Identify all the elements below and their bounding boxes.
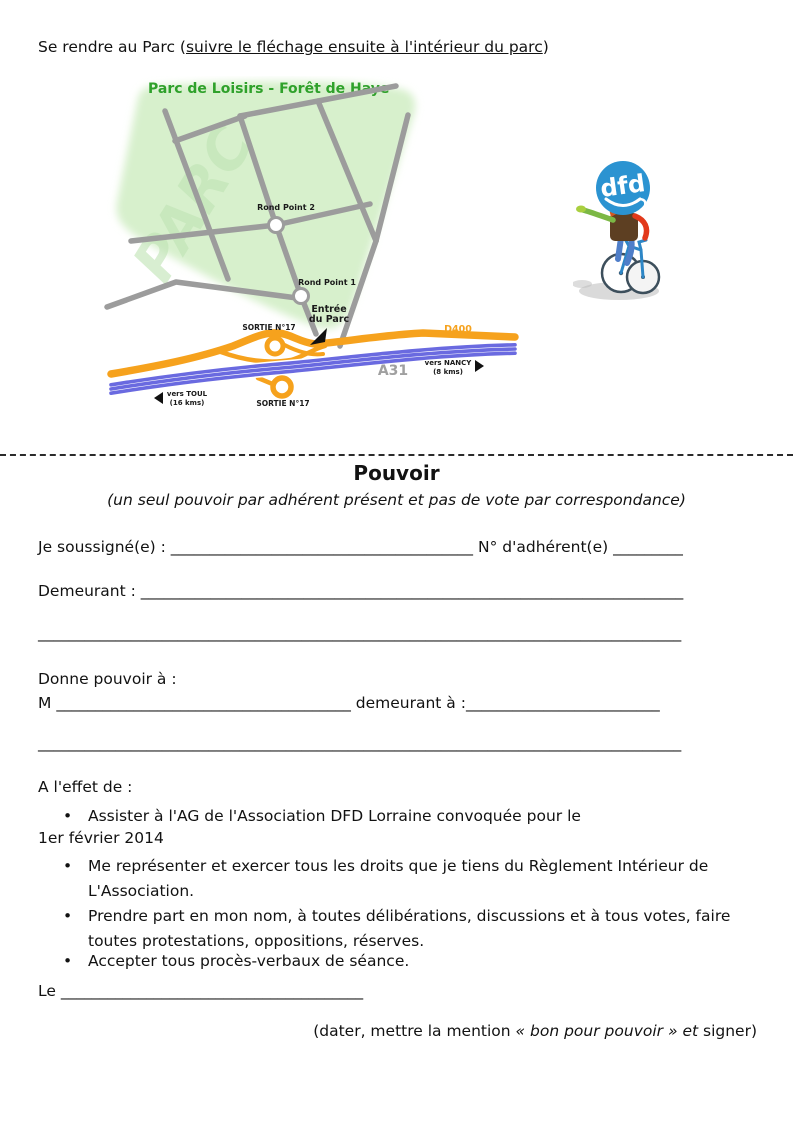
dashed-divider: [0, 454, 793, 456]
bullet-text: Assister à l'AG de l'Association DFD Lorraine convoquée pour le: [88, 807, 581, 825]
le-blank-line: _______________________________________: [60, 982, 364, 1000]
demeurant-label: Demeurant :: [38, 582, 136, 600]
le-label: Le: [38, 982, 56, 1000]
mandataire-row: [38, 694, 660, 712]
intro-prefix: Se rendre au Parc (: [38, 38, 186, 56]
date-line: 1er février 2014: [38, 829, 164, 847]
adherent-blank-line: _________: [613, 538, 683, 556]
access-map-graphic: [103, 76, 523, 426]
park-watermark: PARC: [119, 113, 267, 294]
bullet-item-3: [63, 904, 778, 954]
bullet-icon: •: [63, 857, 73, 875]
vers-nancy-label-line1: vers NANCY: [424, 359, 472, 367]
access-map: [103, 76, 523, 426]
bullet-text: Me représenter et exercer tous les droits que je tiens du Règlement Intérieur de L'Association.: [88, 857, 709, 900]
m-blank-line: ______________________________________: [56, 694, 351, 712]
demeurant-row: [38, 582, 683, 600]
continuation-blank-line-2: ___________________________________________________________________________________: [38, 734, 682, 752]
continuation-blank-line: ___________________________________________________________________________________: [38, 624, 682, 642]
soussigne-blank-line: _______________________________________: [170, 538, 474, 556]
bullet-icon: •: [63, 807, 73, 825]
rond-point-2-label: Rond Point 2: [257, 203, 315, 212]
demeurant-a-blank-line: _________________________: [465, 694, 660, 712]
intro-line: [38, 38, 549, 56]
vers-toul-label-line1: vers TOUL: [166, 390, 208, 398]
map-title: Parc de Loisirs - Forêt de Haye: [148, 81, 390, 97]
bullet-text: Prendre part en mon nom, à toutes délibérations, discussions et à tous votes, faire toutes protestations, oppositions, réserves.: [88, 907, 731, 950]
dfd-cyclist-graphic: [573, 158, 668, 308]
sortie-17-label-top: SORTIE N°17: [242, 323, 296, 332]
pouvoir-title: Pouvoir: [353, 461, 440, 485]
entree-du-parc-label-line2: du Parc: [308, 314, 350, 325]
a31-label: A31: [377, 363, 409, 379]
rond-point-1-circle: [294, 289, 309, 304]
arrow-right-nancy-icon: [475, 360, 484, 372]
bullet-item-4: [63, 949, 778, 974]
mention-prefix: (dater, mettre la mention: [313, 1022, 516, 1040]
rond-point-2-circle: [269, 218, 284, 233]
sortie-17-label-bottom: SORTIE N°17: [256, 399, 310, 408]
bullet-text: Accepter tous procès-verbaux de séance.: [88, 952, 410, 970]
cyclist-arm-left: [583, 210, 613, 220]
bullet-item-2: [63, 854, 778, 904]
soussigne-row: [38, 538, 683, 556]
mention-suffix: signer): [698, 1022, 757, 1040]
mention-italic: « bon pour pouvoir » et: [515, 1022, 699, 1040]
vers-toul-label-line2: (16 kms): [169, 399, 205, 407]
effet-label: A l'effet de :: [38, 778, 133, 796]
intro-underlined: suivre le fléchage ensuite à l'intérieur du parc: [185, 38, 543, 56]
mention-instruction: [0, 1022, 757, 1040]
dfd-cyclist-logo: [573, 158, 668, 308]
bullet-icon: •: [63, 907, 73, 925]
bullet-icon: •: [63, 952, 73, 970]
entree-du-parc-label-line1: Entrée: [311, 304, 347, 315]
intro-suffix: ): [542, 38, 549, 56]
adherent-label: N° d'adhérent(e): [477, 538, 609, 556]
demeurant-blank-line: ______________________________________________________________________: [140, 582, 684, 600]
cyclist-hand-left: [576, 206, 586, 213]
vers-nancy-label-line2: (8 kms): [433, 368, 463, 376]
rond-point-1-label: Rond Point 1: [298, 278, 356, 287]
logo-text: dfd: [598, 169, 647, 204]
donne-pouvoir-label: Donne pouvoir à :: [38, 670, 177, 688]
pouvoir-subtitle: (un seul pouvoir par adhérent présent et pas de vote par correspondance): [107, 491, 686, 509]
demeurant-a-label: demeurant à :: [355, 694, 466, 712]
sortie-17-roundabout-bottom: [273, 378, 291, 396]
date-signature-row: [38, 982, 363, 1000]
arrow-left-toul-icon: [154, 392, 163, 404]
m-label: M: [38, 694, 52, 712]
sortie-17-roundabout-top: [267, 338, 283, 354]
bullet-item-1: [63, 804, 778, 829]
d400-label: D400: [444, 324, 472, 335]
soussigne-label: Je soussigné(e) :: [38, 538, 166, 556]
